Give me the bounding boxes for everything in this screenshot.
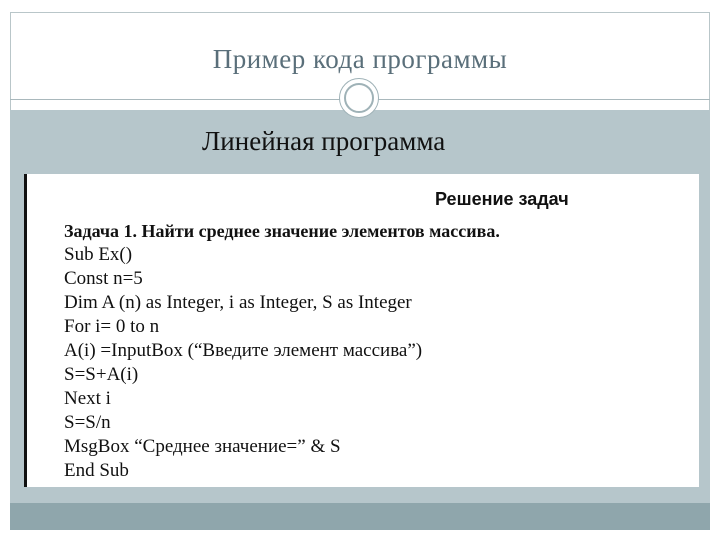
code-line: S=S+A(i)	[64, 364, 139, 385]
circle-ornament-icon	[339, 78, 379, 118]
code-line: For i= 0 to n	[64, 316, 160, 337]
code-line: End Sub	[64, 460, 129, 481]
code-line: A(i) =InputBox (“Введите элемент массива”)	[64, 340, 423, 361]
code-line: Next i	[64, 388, 111, 409]
document-header: Решение задач	[435, 189, 569, 209]
code-line: MsgBox “Среднее значение=” & S	[64, 436, 341, 457]
slide-subtitle: Линейная программа	[202, 126, 446, 156]
code-line: Dim A (n) as Integer, i as Integer, S as Integer	[64, 292, 412, 313]
code-line: S=S/n	[64, 412, 111, 433]
code-document	[24, 174, 699, 487]
bottom-bar	[10, 503, 710, 530]
task-statement: Задача 1. Найти среднее значение элементов массива.	[64, 221, 500, 241]
code-line: Const n=5	[64, 268, 143, 289]
code-line: Sub Ex()	[64, 244, 133, 265]
slide-title: Пример кода программы	[212, 44, 508, 74]
code-block	[64, 219, 500, 483]
